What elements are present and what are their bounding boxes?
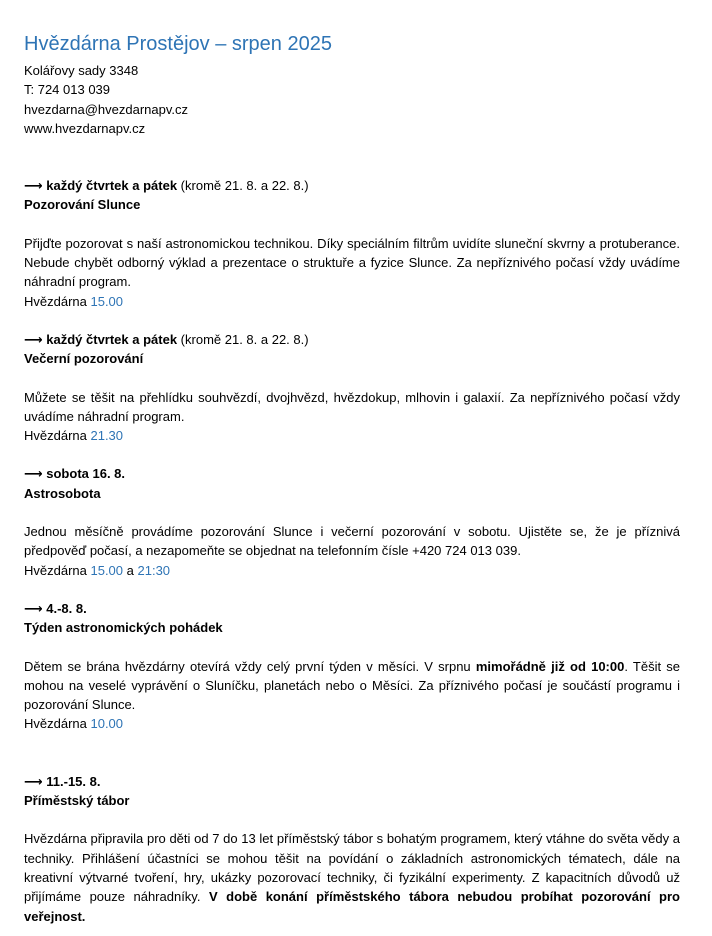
event-description-highlight: V době konání příměstského tábora nebudou probíhat pozorování pro veřejnost. (24, 889, 681, 924)
event-description-text: Hvězdárna připravila pro děti od 7 do 13 let příměstský tábor s bohatým programem, který vtáhne do světa vědy a techniky. Přihlášení účastníci se mohou těšit na povídání o základních astronomických tématech, dále na kreativní výtvarné tvoření, hry, ukázky pozorovací techniky, či fyzikální experimenty. Z kapacitních důvodů už přijímáme pouze náhradníky. (24, 831, 680, 905)
event-description: Jednou měsíčně provádíme pozorování Slunce i večerní pozorování v sobotu. Ujistěte se, že je příznivá předpověď počasí, a nezapomeňte se objednat na telefonním čísle +420 724 013 039. (24, 524, 680, 559)
event-date-text: každý čtvrtek a pátek (46, 331, 178, 347)
event-description: Můžete se těšit na přehlídku souhvězdí, dvojhvězd, hvězdokup, mlhovin i galaxií. Za nepříznivého počasí vždy uvádíme náhradní program. (24, 389, 680, 424)
event-name: Večerní pozorování (24, 351, 144, 367)
event-date (24, 464, 680, 483)
email: hvezdarna@hvezdarnapv.cz (24, 101, 188, 117)
event-time: 15.00 (90, 293, 124, 309)
event-time: 10.00 (90, 716, 124, 732)
event-description-text: Dětem se brána hvězdárny otevírá vždy celý první týden v měsíci. V srpnu (24, 658, 476, 674)
event-time-joiner: a (123, 562, 138, 578)
event-date-text: 11.-15. 8. (46, 773, 101, 789)
event-place (24, 426, 680, 445)
event-place-label: Hvězdárna (24, 428, 91, 444)
arrow-right-icon: ⟶ (24, 600, 43, 616)
arrow-right-icon: ⟶ (24, 773, 43, 789)
event-time: 15.00 (90, 562, 124, 578)
event-place-label: Hvězdárna (24, 716, 91, 732)
event-day-camp (24, 772, 680, 926)
event-description: Přijďte pozorovat s naší astronomickou technikou. Díky speciálním filtrům uvidíte sluneční skvrny a protuberance. Nebude chybět odborný výklad a prezentace o struktuře a fyzice Slunce. Za nepříznivého počasí vždy uvádíme náhradní program. (24, 235, 680, 290)
event-solar-observation (24, 176, 680, 311)
arrow-right-icon: ⟶ (24, 331, 43, 347)
event-place (24, 714, 680, 733)
event-date-text: sobota 16. 8. (46, 466, 126, 482)
event-date (24, 599, 680, 618)
website: www.hvezdarnapv.cz (24, 120, 146, 136)
arrow-right-icon: ⟶ (24, 178, 43, 194)
event-description-text-cont: . Těšit se mohou na veselé vyprávění o Sluníčku, planetách nebo o Měsíci. Za příznivého počasí je součástí programu i pozorování Slunce. (24, 658, 680, 713)
event-date-note: (kromě 21. 8. a 22. 8.) (177, 178, 309, 194)
event-time-second: 21:30 (137, 562, 171, 578)
event-date (24, 772, 680, 791)
event-description-highlight: mimořádně již od 10:00 (475, 658, 625, 674)
event-astronomy-fairytales (24, 599, 680, 734)
event-place-label: Hvězdárna (24, 562, 91, 578)
event-description (24, 657, 680, 715)
event-date-text: 4.-8. 8. (46, 600, 87, 616)
phone: T: 724 013 039 (24, 82, 111, 98)
event-date-note: (kromě 21. 8. a 22. 8.) (177, 331, 309, 347)
event-place-label: Hvězdárna (24, 293, 91, 309)
event-place (24, 292, 680, 311)
event-place (24, 561, 680, 580)
event-name: Týden astronomických pohádek (24, 620, 223, 636)
document-title: Hvězdárna Prostějov – srpen 2025 (24, 33, 332, 55)
event-name: Pozorování Slunce (24, 197, 141, 213)
event-evening-observation (24, 330, 680, 445)
event-name: Příměstský tábor (24, 793, 130, 809)
arrow-right-icon: ⟶ (24, 466, 43, 482)
event-date (24, 176, 680, 195)
event-date (24, 330, 680, 349)
address: Kolářovy sady 3348 (24, 63, 139, 78)
event-time: 21.30 (90, 428, 124, 444)
event-astrosobota (24, 464, 680, 579)
event-date-text: každý čtvrtek a pátek (46, 178, 178, 194)
event-description (24, 829, 680, 925)
event-name: Astrosobota (24, 485, 101, 501)
contact-block (24, 61, 680, 138)
